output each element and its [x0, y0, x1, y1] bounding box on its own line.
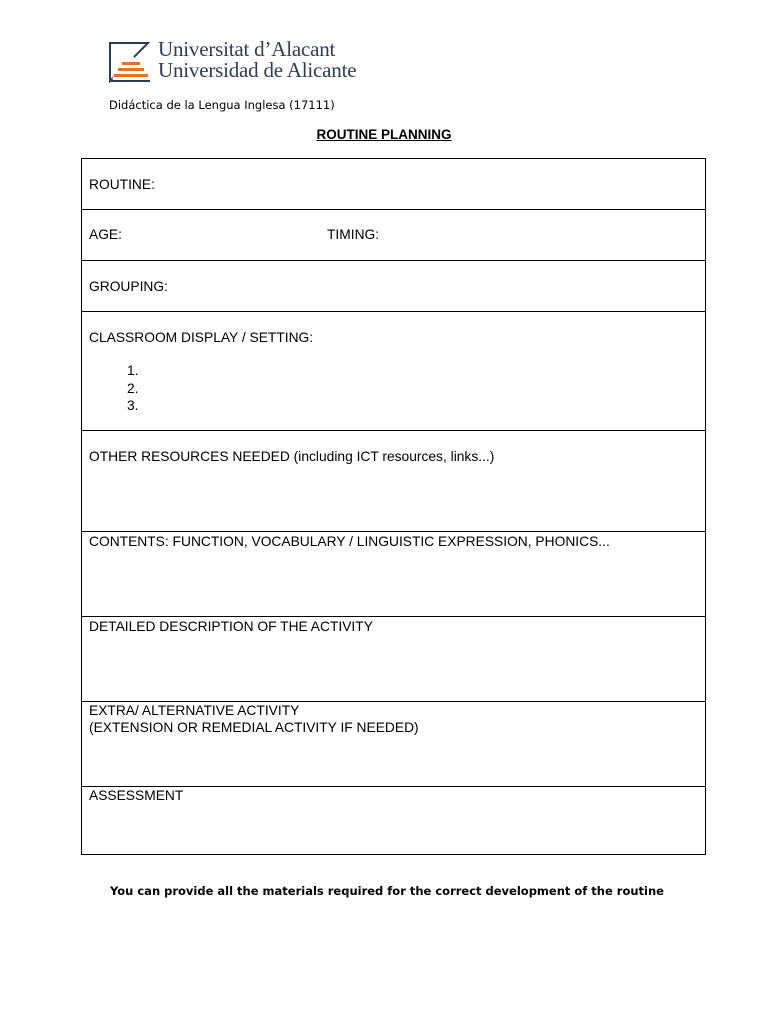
footer-note: You can provide all the materials required for the correct development of the routine — [110, 884, 664, 898]
subject-line: Didáctica de la Lengua Inglesa (17111) — [109, 98, 335, 112]
resources-label: OTHER RESOURCES NEEDED (including ICT resources, links...) — [89, 449, 495, 464]
extra-activity-cell[interactable] — [82, 702, 706, 787]
classroom-display-cell[interactable] — [82, 312, 706, 431]
classroom-display-list — [127, 362, 698, 415]
resources-cell[interactable] — [82, 431, 706, 532]
routine-cell[interactable] — [82, 159, 706, 210]
list-item: 2. — [127, 380, 139, 396]
assessment-row — [82, 787, 706, 855]
contents-row — [82, 532, 706, 617]
classroom-display-row — [82, 312, 706, 431]
timing-label: TIMING: — [327, 227, 380, 242]
age-timing-cell[interactable] — [82, 210, 706, 261]
extra-activity-sublabel: (EXTENSION OR REMEDIAL ACTIVITY IF NEEDED) — [89, 720, 419, 735]
routine-planning-form — [81, 158, 706, 855]
classroom-display-label: CLASSROOM DISPLAY / SETTING: — [89, 330, 314, 345]
extra-activity-row — [82, 702, 706, 787]
university-name-spanish: Universidad de Alicante — [158, 58, 357, 82]
routine-label: ROUTINE: — [89, 177, 155, 192]
grouping-row — [82, 261, 706, 312]
assessment-label: ASSESSMENT — [89, 788, 184, 803]
list-item: 3. — [127, 398, 139, 413]
age-timing-wrap — [89, 226, 698, 243]
age-label: AGE: — [89, 227, 122, 242]
contents-label: CONTENTS: FUNCTION, VOCABULARY / LINGUISTIC EXPRESSION, PHONICS... — [89, 534, 610, 549]
page-title: ROUTINE PLANNING — [316, 127, 452, 142]
description-label: DETAILED DESCRIPTION OF THE ACTIVITY — [89, 619, 373, 634]
routine-row — [82, 159, 706, 210]
extra-activity-label: EXTRA/ ALTERNATIVE ACTIVITY — [89, 703, 300, 718]
university-name — [158, 39, 356, 81]
contents-cell[interactable] — [82, 532, 706, 617]
grouping-cell[interactable] — [82, 261, 706, 312]
university-logo-icon — [108, 41, 152, 83]
resources-row — [82, 431, 706, 532]
list-item: 1. — [127, 363, 139, 378]
university-name-valencian: Universitat d’Alacant — [158, 37, 336, 61]
grouping-label: GROUPING: — [89, 279, 168, 294]
university-logo — [108, 37, 368, 85]
assessment-cell[interactable] — [82, 787, 706, 855]
age-timing-row — [82, 210, 706, 261]
description-cell[interactable] — [82, 617, 706, 702]
description-row — [82, 617, 706, 702]
